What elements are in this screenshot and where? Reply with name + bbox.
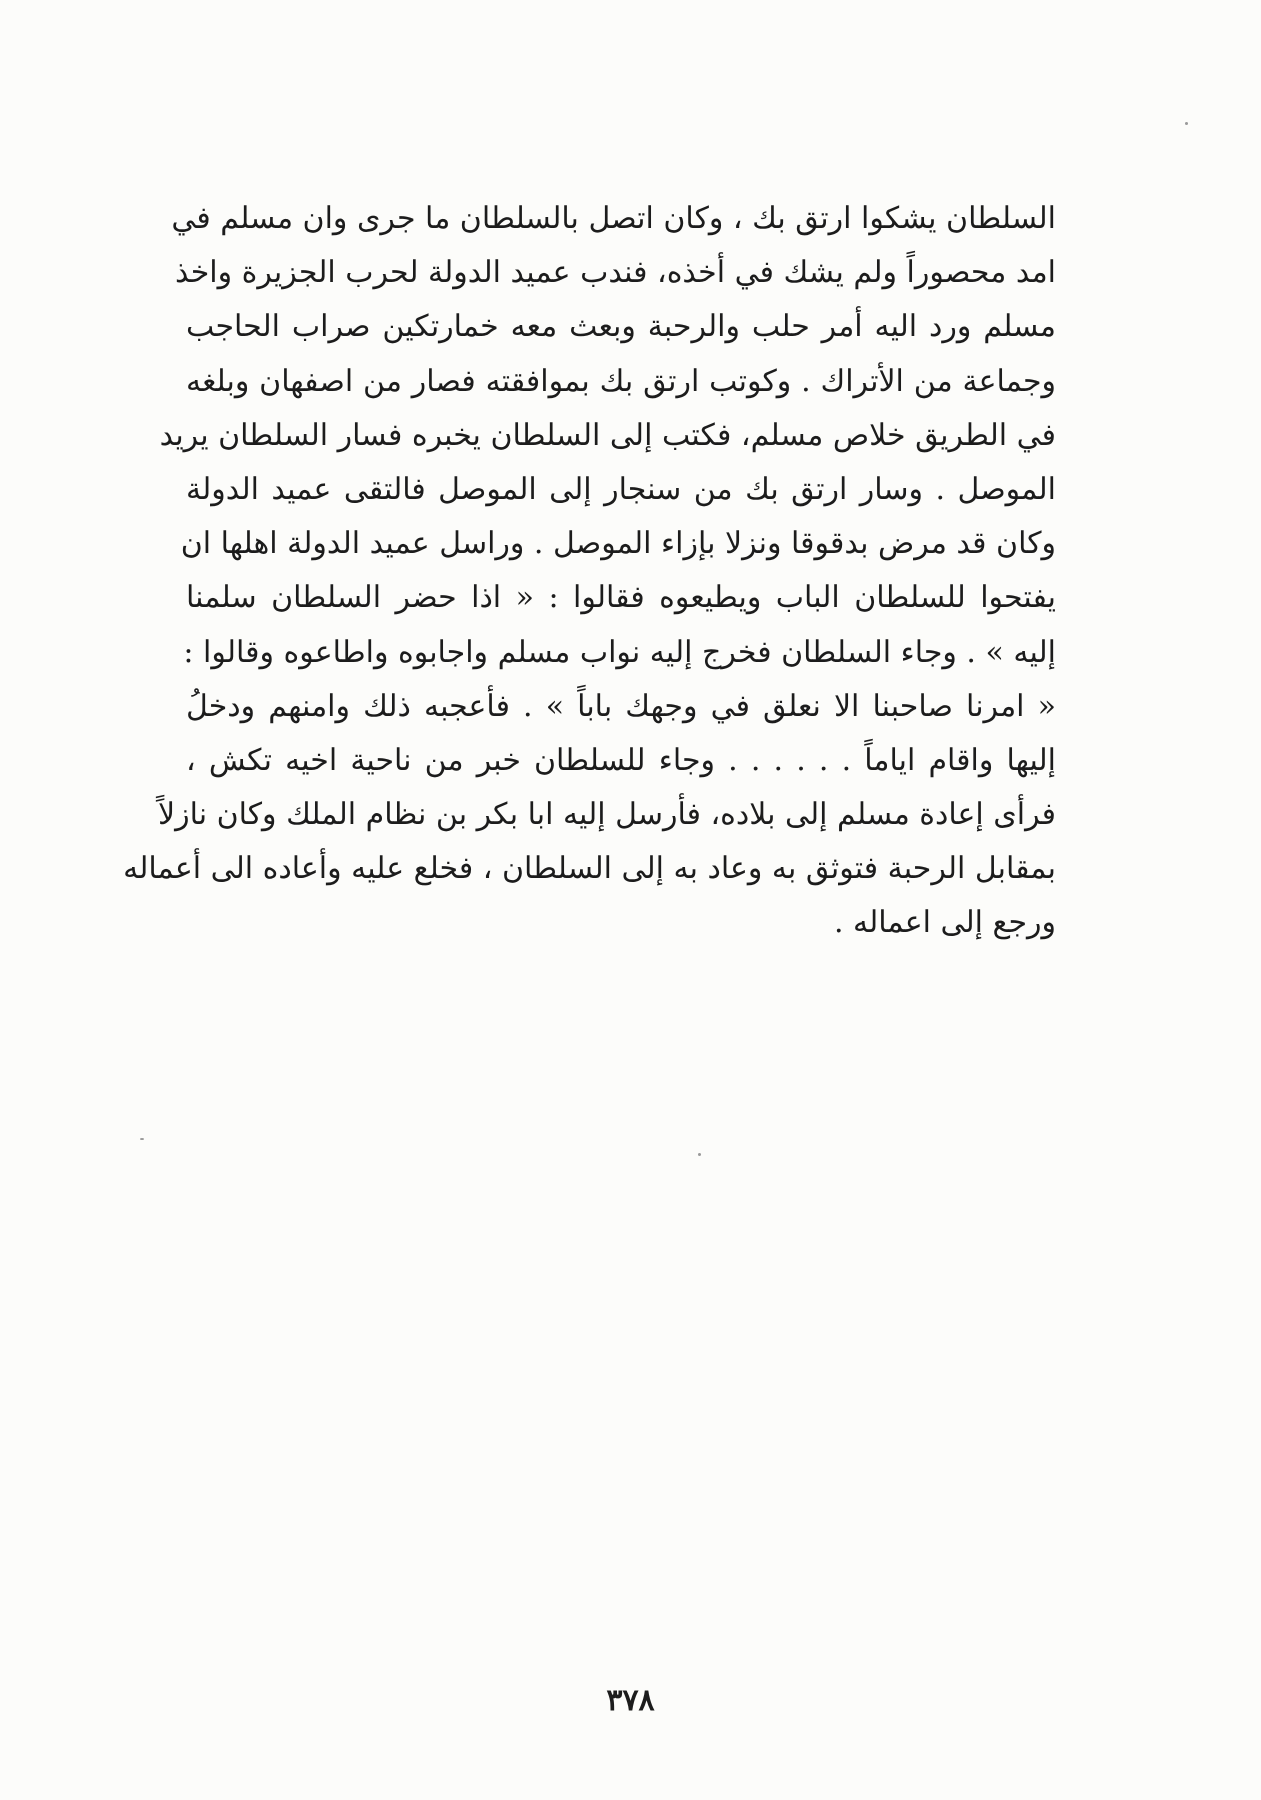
scan-speck bbox=[698, 1153, 701, 1156]
text-line: إليه » . وجاء السلطان فخرج إليه نواب مسلم واجابوه واطاعوه وقالوا : bbox=[183, 634, 1056, 670]
text-line: السلطان يشكوا ارتق بك ، وكان اتصل بالسلطان ما جرى وان مسلم في bbox=[171, 201, 1056, 236]
text-line: مسلم ورد اليه أمر حلب والرحبة وبعث معه خمارتكين صراب الحاجب bbox=[186, 309, 1056, 345]
text-line: امد محصوراً ولم يشك في أخذه، فندب عميد الدولة لحرب الجزيرة واخذ bbox=[175, 255, 1056, 291]
text-line: بمقابل الرحبة فتوثق به وعاد به إلى السلطان ، فخلع عليه وأعاده الى أعماله bbox=[123, 851, 1056, 887]
text-line: وكان قد مرض بدقوقا ونزلا بإزاء الموصل . وراسل عميد الدولة اهلها ان bbox=[180, 526, 1056, 562]
text-line: الموصل . وسار ارتق بك من سنجار إلى الموصل فالتقى عميد الدولة bbox=[186, 471, 1056, 507]
text-line: يفتحوا للسلطان الباب ويطيعوه فقالوا : « اذا حضر السلطان سلمنا bbox=[186, 580, 1056, 616]
text-line: في الطريق خلاص مسلم، فكتب إلى السلطان يخبره فسار السلطان يريد bbox=[159, 417, 1056, 453]
scan-speck bbox=[140, 1138, 144, 1140]
text-line: ورجع إلى اعماله . bbox=[833, 905, 1056, 941]
page-number: ٣٧٨ bbox=[606, 1683, 655, 1718]
text-line: فرأى إعادة مسلم إلى بلاده، فأرسل إليه ابا بكر بن نظام الملك وكان نازلاً bbox=[157, 797, 1056, 833]
body-text bbox=[123, 192, 1056, 951]
scan-speck bbox=[1185, 122, 1188, 125]
text-line: وجماعة من الأتراك . وكوتب ارتق بك بموافقته فصار من اصفهان وبلغه bbox=[186, 363, 1056, 399]
text-line: « امرنا صاحبنا الا نعلق في وجهك باباً » . فأعجبه ذلك وامنهم ودخلُ bbox=[186, 688, 1056, 724]
text-line: إليها واقام اياماً . . . . . . وجاء للسلطان خبر من ناحية اخيه تكش ، bbox=[186, 742, 1056, 778]
